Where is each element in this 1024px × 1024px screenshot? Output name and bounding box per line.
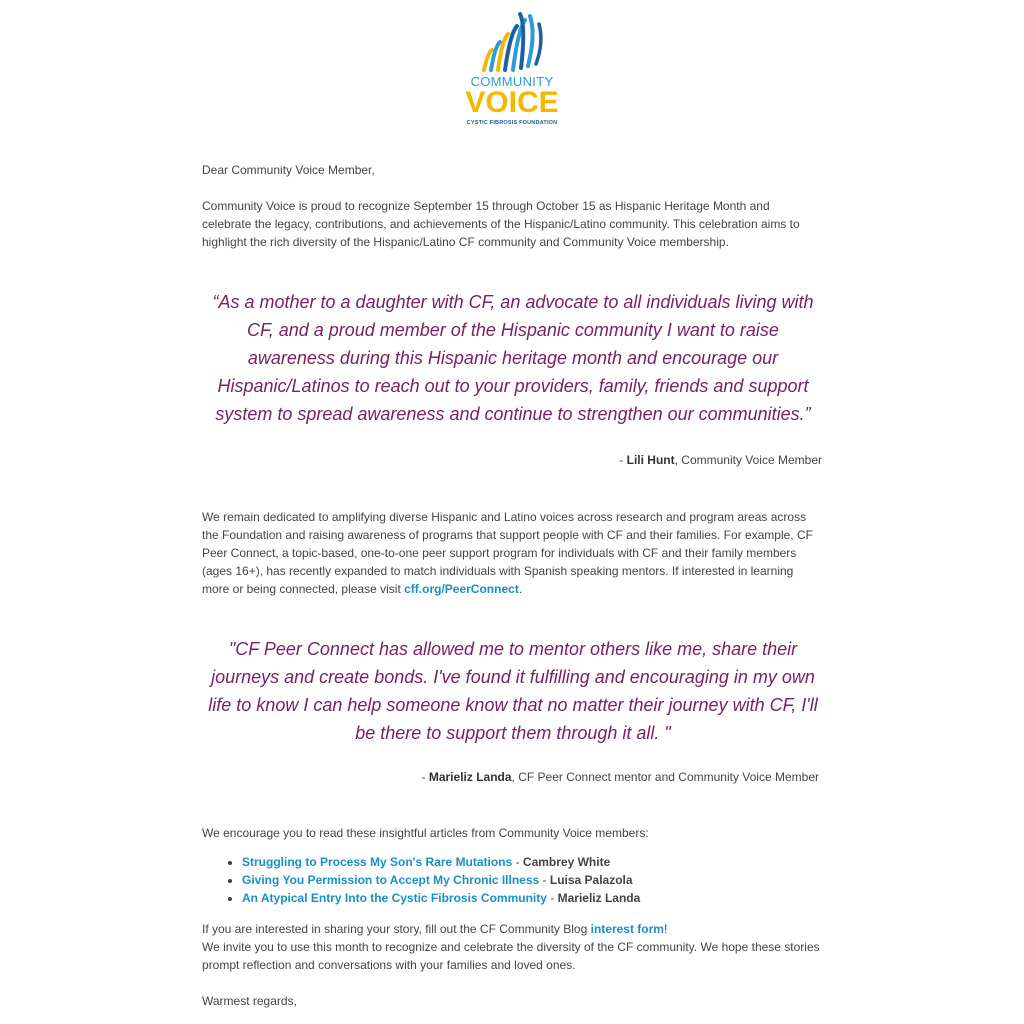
peer-connect-text: We remain dedicated to amplifying diverse Hispanic and Latino voices across research and program areas across the Foundation and raising awareness of programs that support people with CF and their families. For example, CF Peer Connect, a topic-based, one-to-one peer support program for individuals with CF and their family members (ages 16+), has recently expanded to match individuals with Spanish speaking mentors. If interested in learning more or being connected, please visit (202, 510, 813, 596)
article-author: Cambrey White (522, 855, 611, 869)
articles-list (202, 853, 862, 907)
quote-lili-hunt: “As a mother to a daughter with CF, an advocate to all individuals living with CF, and a proud member of the Hispanic community I want to raise awareness during this Hispanic heritage month and encourage our Hispanic/Latinos to reach out to your providers, family, friends and support system to spread awareness and continue to strengthen our communities.” (212, 292, 814, 424)
article-link[interactable]: Struggling to Process My Son's Rare Mutations (242, 855, 513, 869)
article-link[interactable]: Giving You Permission to Accept My Chronic Illness (242, 873, 540, 887)
interest-form-link[interactable]: interest form (590, 922, 664, 936)
quote-attribution-lili (202, 451, 822, 469)
attr-name: Lili Hunt (626, 453, 675, 467)
peer-connect-link[interactable]: cff.org/PeerConnect (404, 582, 519, 596)
share-story-line (202, 920, 822, 938)
article-sep: - (546, 891, 558, 905)
peer-connect-end: . (518, 582, 523, 596)
share-end: ! (663, 922, 668, 936)
article-sep: - (539, 873, 550, 887)
attr-role: , Community Voice Member (674, 453, 822, 467)
logo-line-cff: CYSTIC FIBROSIS FOUNDATION (466, 120, 558, 126)
list-item (242, 871, 862, 889)
articles-intro: We encourage you to read these insightful articles from Community Voice members: (202, 826, 649, 840)
logo-line-community: COMMUNITY (470, 74, 554, 89)
logo-line-voice: VOICE (465, 86, 559, 119)
attr-name: Marieliz Landa (428, 770, 512, 784)
attr-role: , CF Peer Connect mentor and Community Voice Member (511, 770, 819, 784)
list-item (242, 889, 862, 907)
closing-paragraph: We invite you to use this month to recognize and celebrate the diversity of the CF community. We hope these stories prompt reflection and conversations with your families and loved ones. (202, 940, 820, 972)
article-author: Marieliz Landa (557, 891, 641, 905)
list-item (242, 853, 862, 871)
article-author: Luisa Palazola (549, 873, 633, 887)
signoff: Warmest regards, (202, 994, 297, 1008)
peer-connect-paragraph (202, 508, 822, 598)
quote-attribution-marieliz (202, 768, 819, 786)
quote-marieliz-landa: "CF Peer Connect has allowed me to mentor others like me, share their journeys and create bonds. I've found it fulfilling and encouraging in my own life to know I can help someone know that no matter their journey with CF, I'll be there to support them through it all. " (208, 639, 818, 743)
sound-wave-icon (462, 12, 562, 76)
article-link[interactable]: An Atypical Entry Into the Cystic Fibrosis Community (242, 891, 547, 905)
intro-paragraph: Community Voice is proud to recognize September 15 through October 15 as Hispanic Heritage Month and celebrate the legacy, contributions, and achievements of the Hispanic/Latino community. This celebration aims to highlight the rich diversity of the Hispanic/Latino CF community and Community Voice membership. (202, 199, 800, 249)
article-sep: - (512, 855, 523, 869)
greeting: Dear Community Voice Member, (202, 163, 375, 177)
community-voice-logo (462, 12, 562, 128)
attr-dash: - (421, 770, 429, 784)
attr-dash: - (619, 453, 627, 467)
share-text: If you are interested in sharing your story, fill out the CF Community Blog (202, 922, 591, 936)
